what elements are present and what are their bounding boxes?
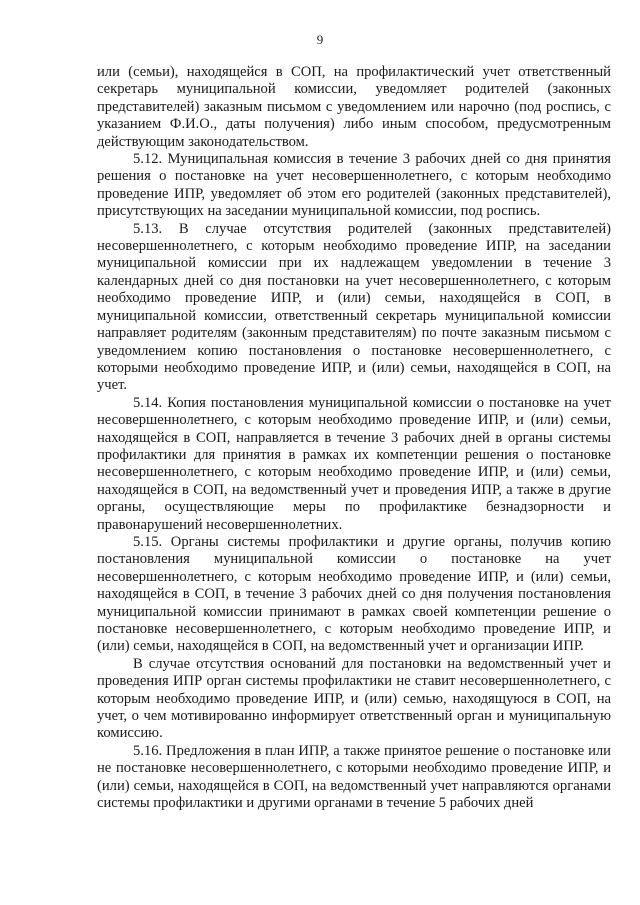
page-number: 9 <box>316 32 324 47</box>
paragraph-5-12: 5.12. Муниципальная комиссия в течение 3 рабочих дней со дня принятия решения о постановке на учет несовершеннолетнего, с которым необходимо проведение ИПР, уведомляет об этом его родителей (законных представителей), присутствующих на заседании муниципальной комиссии, под роспись. <box>97 151 611 220</box>
paragraph-5-14: 5.14. Копия постановления муниципальной комиссии о постановке на учет несовершеннолетнего, с которым необходимо проведение ИПР, и (или) семьи, находящейся в СОП, направляется в течение 3 рабочих дней в органы системы профилактики для принятия в рамках их компетенции решения о постановке несовершеннолетнего, с которым необходимо проведение ИПР, и (или) семьи, находящейся в СОП, на ведомственный учет и проведения ИПР, а также в другие органы, осуществляющие меры по профилактике безнадзорности и правонарушений несовершеннолетних. <box>97 394 611 533</box>
document-body <box>97 64 611 812</box>
paragraph-5-13: 5.13. В случае отсутствия родителей (законных представителей) несовершеннолетнего, с которым необходимо проведение ИПР, на заседании муниципальной комиссии при их надлежащем уведомлении в течение 3 календарных дней со дня постановки на учет несовершеннолетнего, с которым необходимо проведение ИПР, и (или) семьи, находящейся в СОП, в муниципальной комиссии, ответственный секретарь муниципальной комиссии направляет родителям (законным представителям) по почте заказным письмом с уведомлением копию постановления о постановке несовершеннолетнего, с которыми необходимо проведение ИПР, и (или) семьи, находящейся в СОП, на учет. <box>97 220 611 394</box>
paragraph-5-15-note: В случае отсутствия оснований для постановки на ведомственный учет и проведения ИПР орган системы профилактики не ставит несовершеннолетнего, с которым необходимо проведение ИПР, и (или) семью, находящуюся в СОП, на учет, о чем мотивированно информирует ответственный орган и муниципальную комиссию. <box>97 655 611 742</box>
paragraph-continuation: или (семьи), находящейся в СОП, на профилактический учет ответственный секретарь муниципальной комиссии, уведомляет родителей (законных представителей) заказным письмом с уведомлением или нарочно (под роспись, с указанием Ф.И.О., даты получения) либо иным способом, предусмотренным действующим законодательством. <box>97 64 611 150</box>
paragraph-5-16: 5.16. Предложения в план ИПР, а также принятое решение о постановке или не постановке несовершеннолетнего, с которыми необходимо проведение ИПР, и (или) семьи, находящейся в СОП, на ведомственный учет направляются органами системы профилактики и другими органами в течение 5 рабочих дней <box>97 742 611 812</box>
paragraph-5-15: 5.15. Органы системы профилактики и другие органы, получив копию постановления муниципальной комиссии о постановке на учет несовершеннолетнего, с которым необходимо проведение ИПР, и (или) семьи, находящейся в СОП, в течение 3 рабочих дней со дня получения постановления муниципальной комиссии принимают в рамках своей компетенции решение о постановке несовершеннолетнего, с которым необходимо проведение ИПР, и (или) семьи, находящейся в СОП, на ведомственный учет и организации ИПР. <box>97 533 611 655</box>
